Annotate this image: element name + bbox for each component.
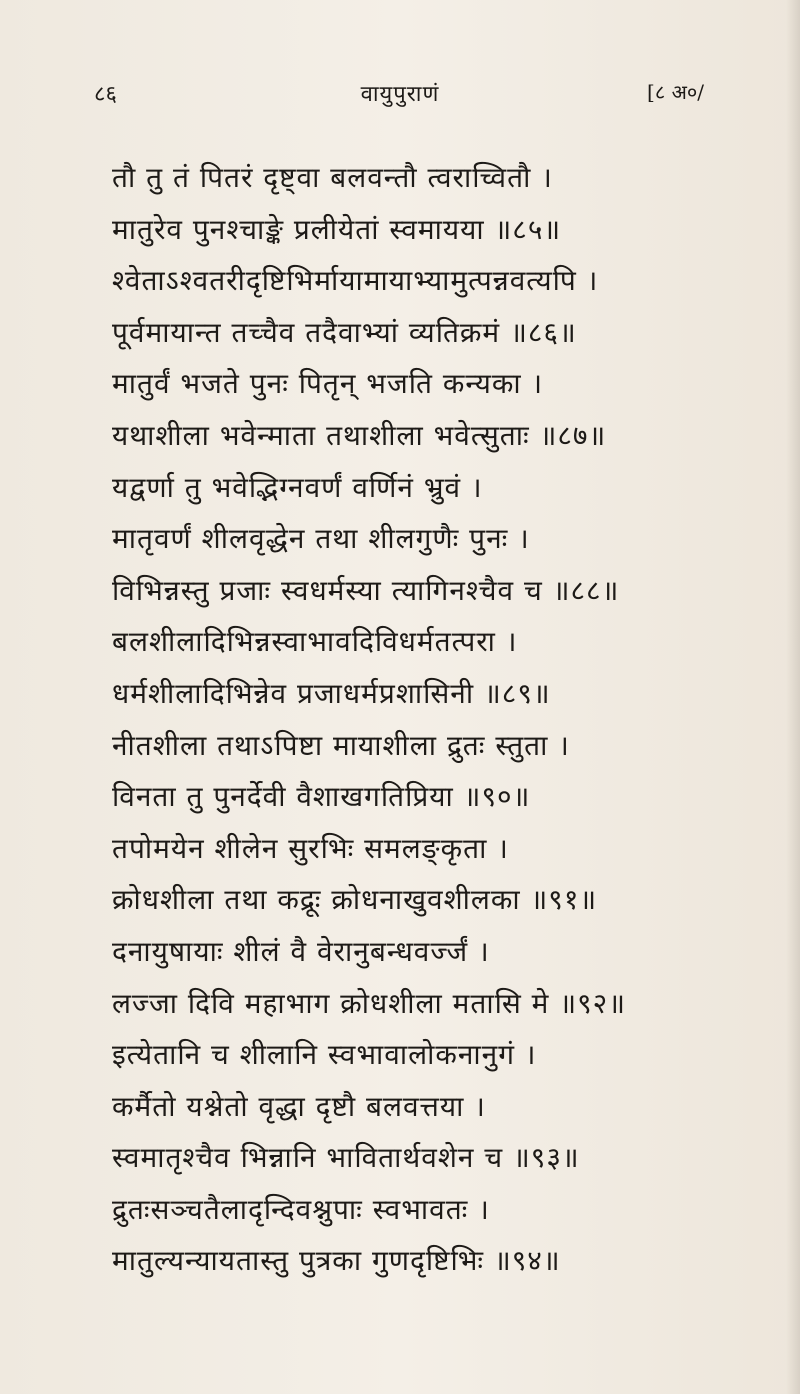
verse-line: बलशीलादिभिन्नस्वाभावदिविधर्मतत्परा । [112,625,518,659]
verse-line: पूर्वमायान्त तच्चैव तदैवाभ्यां व्यतिक्रमं ॥८६॥ [112,315,577,349]
verse-line: कर्मैतो यश्नेतो वृद्धा दृष्टौ बलवत्तया । [112,1089,486,1123]
verse-body [112,152,712,1287]
verse-line: दनायुषायाः शीलं वै वेरानुबन्धवर्ज्जं । [112,934,490,968]
verse-line: मातुरेव पुनश्चाङ्के प्रलीयेतां स्वमायया ॥८५॥ [112,212,562,246]
verse-line: धर्मशीलादिभिन्नेव प्रजाधर्मप्रशासिनी ॥८९॥ [112,676,551,710]
verse-line: विभिन्नस्तु प्रजाः स्वधर्मस्या त्यागिनश्चैव च ॥८८॥ [112,573,620,607]
verse-line: यथाशीला भवेन्माता तथाशीला भवेत्सुताः ॥८७॥ [112,418,607,452]
verse-line: नीतशीला तथाऽपिष्टा मायाशीला द्रुतः स्तुता । [112,728,570,762]
verse-line: क्रोधशीला तथा कद्रूः क्रोधनाखुवशीलका ॥९१॥ [112,883,598,917]
verse-line: मातृवर्णं शीलवृद्धेन तथा शीलगुणैः पुनः । [112,522,530,556]
verse-line: तौ तु तं पितरं दृष्ट्वा बलवन्तौ त्वराच्वितौ । [112,161,553,194]
verse-line: इत्येतानि च शीलानि स्वभावालोकनानुगं । [112,1038,537,1072]
verse-line: स्वमातृश्चैव भिन्नानि भावितार्थवशेन च ॥९३॥ [112,1141,580,1175]
page-header [0,78,800,112]
page-number: ८६ [94,82,117,107]
running-title: वायुपुराणं [360,82,440,107]
page-edge-shadow [786,0,800,1394]
section-reference: [८ अ०/ [647,80,704,104]
verse-line: श्वेताऽश्वतरीदृष्टिभिर्मायामायाभ्यामुत्पन्नवत्यपि । [112,264,599,298]
verse-line: लज्जा दिवि महाभाग क्रोधशीला मतासि मे ॥९२॥ [112,986,626,1020]
verse-line: द्रुतःसञ्चतैलादृन्दिवश्नुपाः स्वभावतः । [112,1192,490,1226]
verse-line: यद्वर्णा तु भवेद्भिग्नवर्णं वर्णिनं भ्रुवं । [112,470,483,504]
verse-line: मातुर्वं भजते पुनः पितृन् भजति कन्यका । [112,367,544,401]
verse-line: तपोमयेन शीलेन सुरभिः समलङ्कृता । [112,831,509,865]
verse-line: मातुल्यन्यायतास्तु पुत्रका गुणदृष्टिभिः ॥९४॥ [112,1244,561,1278]
verse-line: विनता तु पुनर्देवी वैशाखगतिप्रिया ॥९०॥ [112,780,531,814]
